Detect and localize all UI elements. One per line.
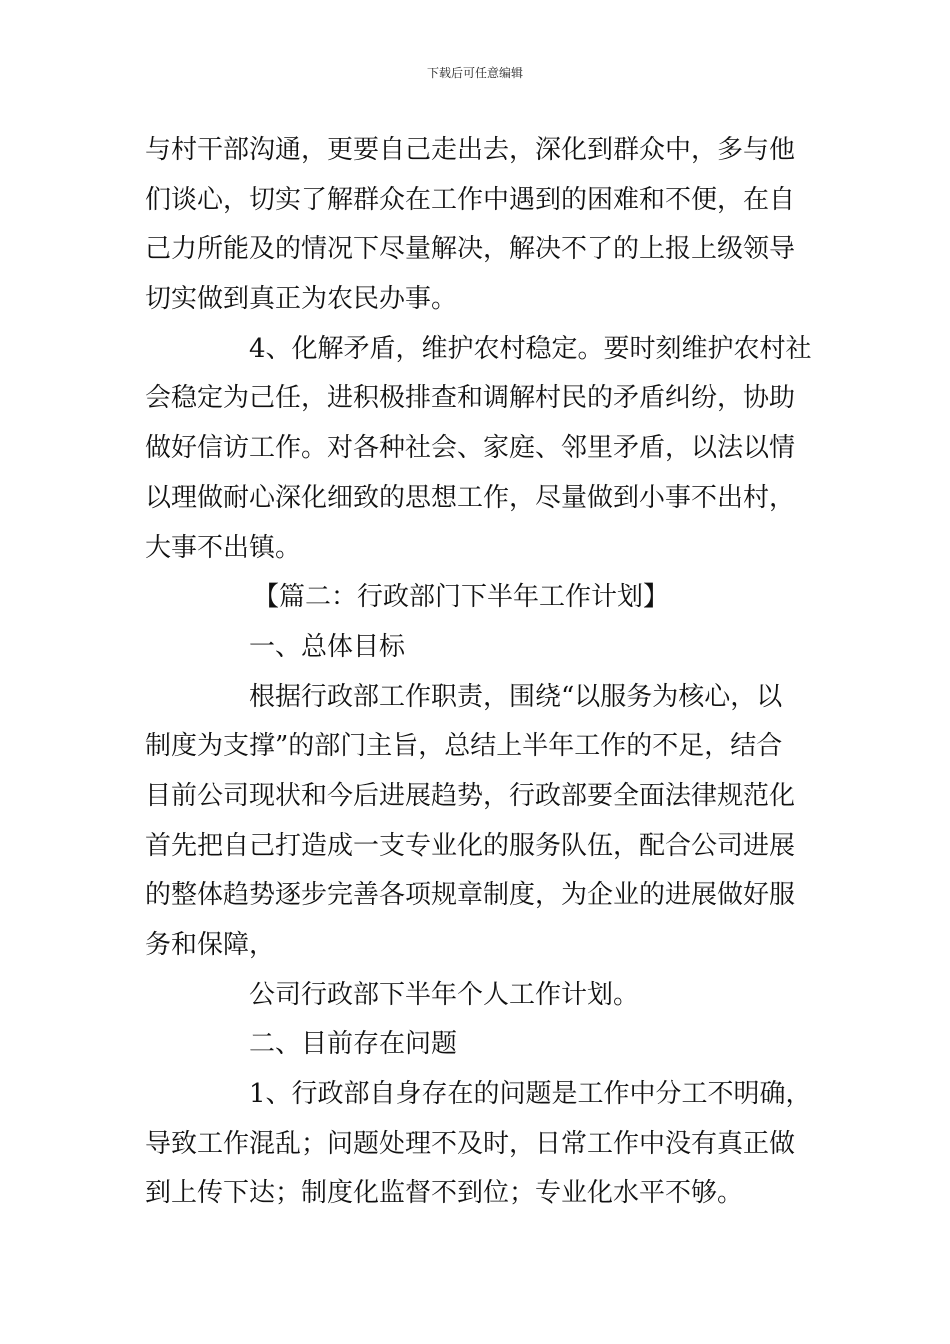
text-line: 们谈心，切实了解群众在工作中遇到的困难和不便，在自 bbox=[145, 184, 796, 215]
text-line: 首先把自己打造成一支专业化的服务队伍，配合公司进展 bbox=[145, 830, 796, 861]
text-line: 己力所能及的情况下尽量解决，解决不了的上报上级领导 bbox=[145, 234, 796, 265]
text-line: 到上传下达；制度化监督不到位；专业化水平不够。 bbox=[145, 1178, 744, 1209]
document-body bbox=[145, 126, 810, 1219]
section-heading: 【篇二：行政部门下半年工作计划】 bbox=[253, 582, 670, 613]
text-line: 切实做到真正为农民办事。 bbox=[145, 284, 458, 315]
text-line: 一、总体目标 bbox=[249, 631, 406, 662]
text-line: 制度为支撑”的部门主旨，总结上半年工作的不足，结合 bbox=[145, 731, 783, 762]
text-line: 根据行政部工作职责，围绕“以服务为核心，以 bbox=[249, 681, 783, 712]
page-header: 下载后可任意编辑 bbox=[426, 66, 523, 80]
text-line: 目前公司现状和今后进展趋势，行政部要全面法律规范化 bbox=[145, 780, 796, 811]
text-line: 二、目前存在问题 bbox=[249, 1029, 458, 1060]
text-line: 公司行政部下半年个人工作计划。 bbox=[249, 979, 640, 1010]
text-line: 4、化解矛盾，维护农村稳定。要时刻维护农村社 bbox=[249, 333, 812, 364]
text-line: 务和保障， bbox=[145, 930, 276, 960]
text-line: 导致工作混乱；问题处理不及时，日常工作中没有真正做 bbox=[145, 1128, 796, 1159]
text-line: 1、行政部自身存在的问题是工作中分工不明确， bbox=[249, 1079, 812, 1110]
text-line: 做好信访工作。对各种社会、家庭、邻里矛盾，以法以情 bbox=[145, 433, 796, 464]
text-line: 会稳定为己任，进积极排查和调解村民的矛盾纠纷，协助 bbox=[145, 383, 796, 414]
text-line: 的整体趋势逐步完善各项规章制度，为企业的进展做好服 bbox=[145, 880, 796, 911]
text-line: 大事不出镇。 bbox=[145, 532, 302, 563]
text-line: 以理做耐心深化细致的思想工作，尽量做到小事不出村， bbox=[145, 482, 796, 513]
text-line: 与村干部沟通，更要自己走出去，深化到群众中，多与他 bbox=[145, 135, 796, 165]
